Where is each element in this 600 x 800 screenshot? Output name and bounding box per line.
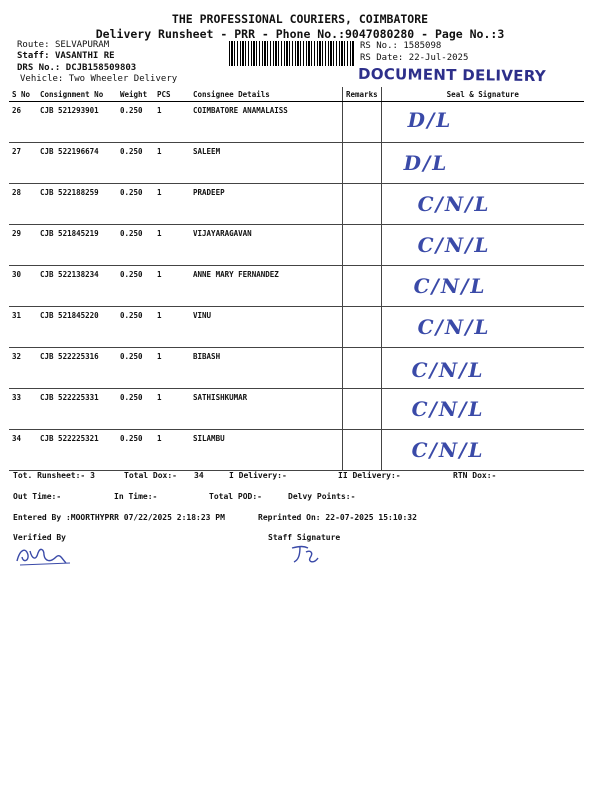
cell-seal-signature [381, 430, 584, 471]
cell-consignment-no: CJB 522225321 [37, 430, 117, 471]
col-consignee: Consignee Details [190, 87, 343, 102]
table-row [9, 225, 584, 266]
cell-pcs: 1 [154, 307, 190, 348]
drs-value: DCJB158509803 [65, 63, 137, 73]
drs-line [17, 63, 136, 73]
cell-sno: 28 [9, 184, 37, 225]
in-time-label: In Time:- [114, 492, 158, 501]
handwritten-delivery-mark: C/N/L [411, 397, 485, 421]
cell-consignee: SATHISHKUMAR [190, 389, 343, 430]
cell-remarks [343, 266, 382, 307]
table-header-row [9, 87, 584, 102]
cell-weight: 0.250 [117, 102, 154, 143]
rs-no-label: RS No.: [360, 41, 398, 51]
document-delivery-stamp: DOCUMENT DELIVERY [357, 64, 547, 86]
table-row [9, 266, 584, 307]
tot-runsheet: Tot. Runsheet:- 3 [13, 471, 95, 480]
cell-seal-signature [381, 348, 584, 389]
col-remarks: Remarks [343, 87, 382, 102]
verified-by-label: Verified By [13, 533, 66, 542]
route-line [17, 40, 109, 50]
cell-seal-signature [381, 266, 584, 307]
rs-date-label: RS Date: [360, 53, 404, 63]
handwritten-delivery-mark: C/N/L [413, 274, 487, 298]
delvy-points-label: Delvy Points:- [288, 492, 356, 501]
staff-label: Staff: [17, 51, 50, 61]
table-row [9, 430, 584, 471]
cell-consignee: SALEEM [190, 143, 343, 184]
rtn-dox-label: RTN Dox:- [453, 471, 497, 480]
cell-remarks [343, 430, 382, 471]
cell-consignment-no: CJB 522188259 [37, 184, 117, 225]
cell-seal-signature [381, 307, 584, 348]
cell-pcs: 1 [154, 225, 190, 266]
cell-remarks [343, 389, 382, 430]
cell-weight: 0.250 [117, 184, 154, 225]
ii-delivery-label: II Delivery:- [338, 471, 401, 480]
runsheet-subtitle: Delivery Runsheet - PRR - Phone No.:9047080280 - Page No.:3 [95, 27, 505, 41]
cell-seal-signature [381, 184, 584, 225]
cell-consignee: PRADEEP [190, 184, 343, 225]
vehicle-label: Vehicle: [20, 74, 64, 84]
handwritten-delivery-mark: C/N/L [411, 358, 485, 382]
handwritten-delivery-mark: C/N/L [417, 192, 491, 216]
out-time-label: Out Time:- [13, 492, 62, 501]
cell-weight: 0.250 [117, 348, 154, 389]
handwritten-delivery-mark: D/L [403, 151, 449, 175]
cell-consignee: VINU [190, 307, 343, 348]
reprinted-on: Reprinted On: 22-07-2025 15:10:32 [258, 513, 417, 522]
cell-pcs: 1 [154, 348, 190, 389]
i-delivery-label: I Delivery:- [229, 471, 287, 480]
route-label: Route: [17, 40, 50, 50]
cell-consignee: VIJAYARAGAVAN [190, 225, 343, 266]
cell-pcs: 1 [154, 184, 190, 225]
cell-weight: 0.250 [117, 225, 154, 266]
rs-date-line [360, 53, 468, 63]
barcode-image [229, 41, 355, 66]
staff-line [17, 51, 115, 61]
cell-sno: 26 [9, 102, 37, 143]
cell-pcs: 1 [154, 102, 190, 143]
staff-signature-label: Staff Signature [268, 533, 341, 542]
cell-weight: 0.250 [117, 430, 154, 471]
cell-remarks [343, 225, 382, 266]
route-value: SELVAPURAM [54, 40, 110, 50]
table-row [9, 389, 584, 430]
handwritten-delivery-mark: D/L [407, 108, 453, 132]
col-sno: S No [9, 87, 37, 102]
cell-sno: 29 [9, 225, 37, 266]
cell-remarks [343, 102, 382, 143]
cell-pcs: 1 [154, 143, 190, 184]
drs-label: DRS No.: [17, 63, 61, 73]
table-row [9, 348, 584, 389]
cell-seal-signature [381, 225, 584, 266]
company-title: THE PROFESSIONAL COURIERS, COIMBATORE [171, 12, 429, 26]
vehicle-line [20, 74, 177, 84]
cell-remarks [343, 143, 382, 184]
cell-consignment-no: CJB 522196674 [37, 143, 117, 184]
cell-consignment-no: CJB 522225331 [37, 389, 117, 430]
cell-remarks [343, 348, 382, 389]
cell-consignment-no: CJB 522225316 [37, 348, 117, 389]
cell-consignee: ANNE MARY FERNANDEZ [190, 266, 343, 307]
cell-consignment-no: CJB 521293901 [37, 102, 117, 143]
table-row [9, 143, 584, 184]
cell-sno: 27 [9, 143, 37, 184]
cell-pcs: 1 [154, 430, 190, 471]
cell-weight: 0.250 [117, 143, 154, 184]
cell-weight: 0.250 [117, 389, 154, 430]
vehicle-value: Two Wheeler Delivery [68, 74, 178, 84]
handwritten-delivery-mark: C/N/L [417, 315, 491, 339]
cell-seal-signature [381, 143, 584, 184]
cell-seal-signature [381, 389, 584, 430]
cell-sno: 30 [9, 266, 37, 307]
rs-date-value: 22-Jul-2025 [408, 53, 469, 63]
staff-value: VASANTHI RE [54, 51, 115, 61]
total-dox-label: Total Dox:- [124, 471, 177, 480]
cell-weight: 0.250 [117, 266, 154, 307]
handwritten-delivery-mark: C/N/L [411, 438, 485, 462]
cell-remarks [343, 184, 382, 225]
table-row [9, 102, 584, 143]
cell-consignee: SILAMBU [190, 430, 343, 471]
col-seal-signature: Seal & Signature [381, 87, 584, 102]
cell-sno: 32 [9, 348, 37, 389]
rs-no-line [360, 41, 441, 51]
cell-remarks [343, 307, 382, 348]
staff-signature-scrawl [288, 542, 324, 568]
cell-sno: 31 [9, 307, 37, 348]
cell-sno: 33 [9, 389, 37, 430]
cell-consignee: BIBASH [190, 348, 343, 389]
total-dox-value: 34 [194, 471, 204, 480]
cell-consignment-no: CJB 522138234 [37, 266, 117, 307]
col-weight: Weight [117, 87, 154, 102]
table-row [9, 307, 584, 348]
cell-seal-signature [381, 102, 584, 143]
col-consignment: Consignment No [37, 87, 117, 102]
total-pod-label: Total POD:- [209, 492, 262, 501]
cell-weight: 0.250 [117, 307, 154, 348]
cell-pcs: 1 [154, 266, 190, 307]
col-pcs: PCS [154, 87, 190, 102]
verified-by-signature [14, 543, 74, 569]
cell-consignment-no: CJB 521845219 [37, 225, 117, 266]
cell-consignee: COIMBATORE ANAMALAISS [190, 102, 343, 143]
runsheet-table [9, 87, 584, 471]
cell-consignment-no: CJB 521845220 [37, 307, 117, 348]
table-row [9, 184, 584, 225]
rs-no-value: 1585098 [403, 41, 442, 51]
cell-sno: 34 [9, 430, 37, 471]
cell-pcs: 1 [154, 389, 190, 430]
entered-by: Entered By :MOORTHYPRR 07/22/2025 2:18:23 PM [13, 513, 225, 522]
handwritten-delivery-mark: C/N/L [417, 233, 491, 257]
